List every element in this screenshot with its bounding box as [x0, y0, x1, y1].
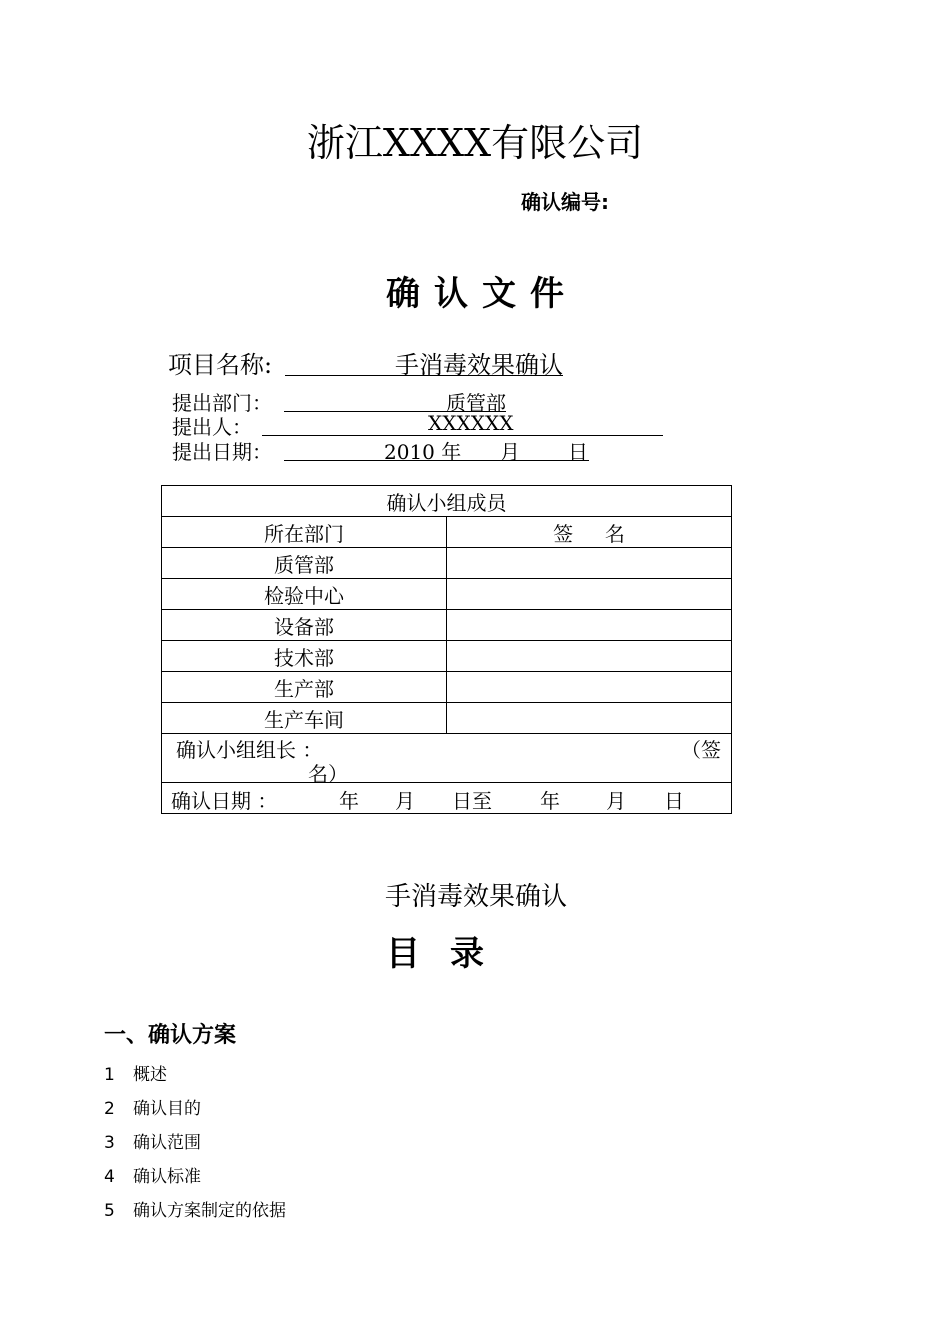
leader-row[interactable] — [162, 734, 732, 786]
dept-cell: 设备部 — [162, 610, 447, 641]
toc-item[interactable] — [104, 1196, 286, 1221]
project-name-value: 手消毒效果确认 — [285, 345, 563, 376]
leader-label: 确认小组组长 ： — [176, 738, 323, 762]
toc-item-number: 2 — [104, 1099, 115, 1119]
sign-cell[interactable] — [447, 610, 732, 641]
toc-section-heading: 一、确认方案 — [104, 1023, 237, 1048]
table-row — [162, 610, 732, 641]
toc-item[interactable] — [104, 1094, 201, 1119]
date-day: 日 — [568, 440, 588, 464]
dept-cell: 检验中心 — [162, 579, 447, 610]
toc-item-text: 确认目的 — [133, 1099, 201, 1119]
table-row — [162, 672, 732, 703]
dept-cell: 生产车间 — [162, 703, 447, 734]
confirm-date-row[interactable] — [162, 783, 732, 814]
toc-item[interactable] — [104, 1162, 201, 1187]
dept-cell: 质管部 — [162, 548, 447, 579]
confirm-date-label: 确认日期 ： — [171, 789, 278, 813]
sign-cell[interactable] — [447, 579, 732, 610]
toc-item-text: 确认方案制定的依据 — [133, 1201, 286, 1221]
confirm-date-month: 月 — [395, 789, 415, 813]
col-header-dept: 所在部门 — [162, 517, 447, 548]
dept-cell: 生产部 — [162, 672, 447, 703]
toc-title: 目录 — [386, 934, 514, 974]
date-month: 月 — [500, 440, 520, 464]
date-label: 提出日期： — [172, 440, 272, 464]
confirm-date-year: 年 — [339, 789, 359, 813]
toc-item-text: 确认标准 — [133, 1167, 201, 1187]
members-table-title: 确认小组成员 — [162, 486, 732, 517]
table-row — [162, 548, 732, 579]
document-title: 确认文件 — [386, 274, 578, 314]
dept-value: 质管部 — [284, 387, 506, 412]
toc-item-text: 确认范围 — [133, 1133, 201, 1153]
confirm-date-month-end: 月 — [606, 789, 626, 813]
date-underline — [284, 436, 589, 464]
table-row — [162, 579, 732, 610]
confirm-date-day-end: 日 — [664, 789, 684, 813]
table-row — [162, 641, 732, 672]
table-row — [162, 703, 732, 734]
sign-cell[interactable] — [447, 672, 732, 703]
col-header-sign: 签 名 — [447, 517, 732, 548]
toc-item[interactable] — [104, 1060, 167, 1085]
sign-cell[interactable] — [447, 548, 732, 579]
company-name: 浙江XXXX有限公司 — [306, 121, 644, 165]
toc-item-text: 概述 — [133, 1065, 167, 1085]
toc-item-number: 5 — [104, 1201, 115, 1221]
leader-sign-part-b: 名） — [308, 762, 348, 786]
confirm-date-year-end: 年 — [540, 789, 560, 813]
confirm-date-day-to: 日至 — [452, 789, 492, 813]
toc-item-number: 1 — [104, 1065, 115, 1085]
toc-item-number: 4 — [104, 1167, 115, 1187]
sign-cell[interactable] — [447, 703, 732, 734]
leader-sign-part-a: （签 — [681, 738, 721, 762]
members-table — [161, 485, 732, 814]
sign-cell[interactable] — [447, 641, 732, 672]
person-underline — [262, 411, 663, 436]
confirm-number-label: 确认编号: — [521, 190, 609, 214]
date-year: 2010 年 — [384, 440, 462, 464]
toc-item[interactable] — [104, 1128, 201, 1153]
toc-item-number: 3 — [104, 1133, 115, 1153]
person-value: XXXXXX — [428, 411, 514, 435]
project-name-label: 项目名称: — [168, 351, 273, 379]
dept-cell: 技术部 — [162, 641, 447, 672]
section-title: 手消毒效果确认 — [384, 882, 567, 912]
person-label: 提出人： — [172, 415, 252, 439]
dept-label: 提出部门： — [172, 391, 272, 415]
